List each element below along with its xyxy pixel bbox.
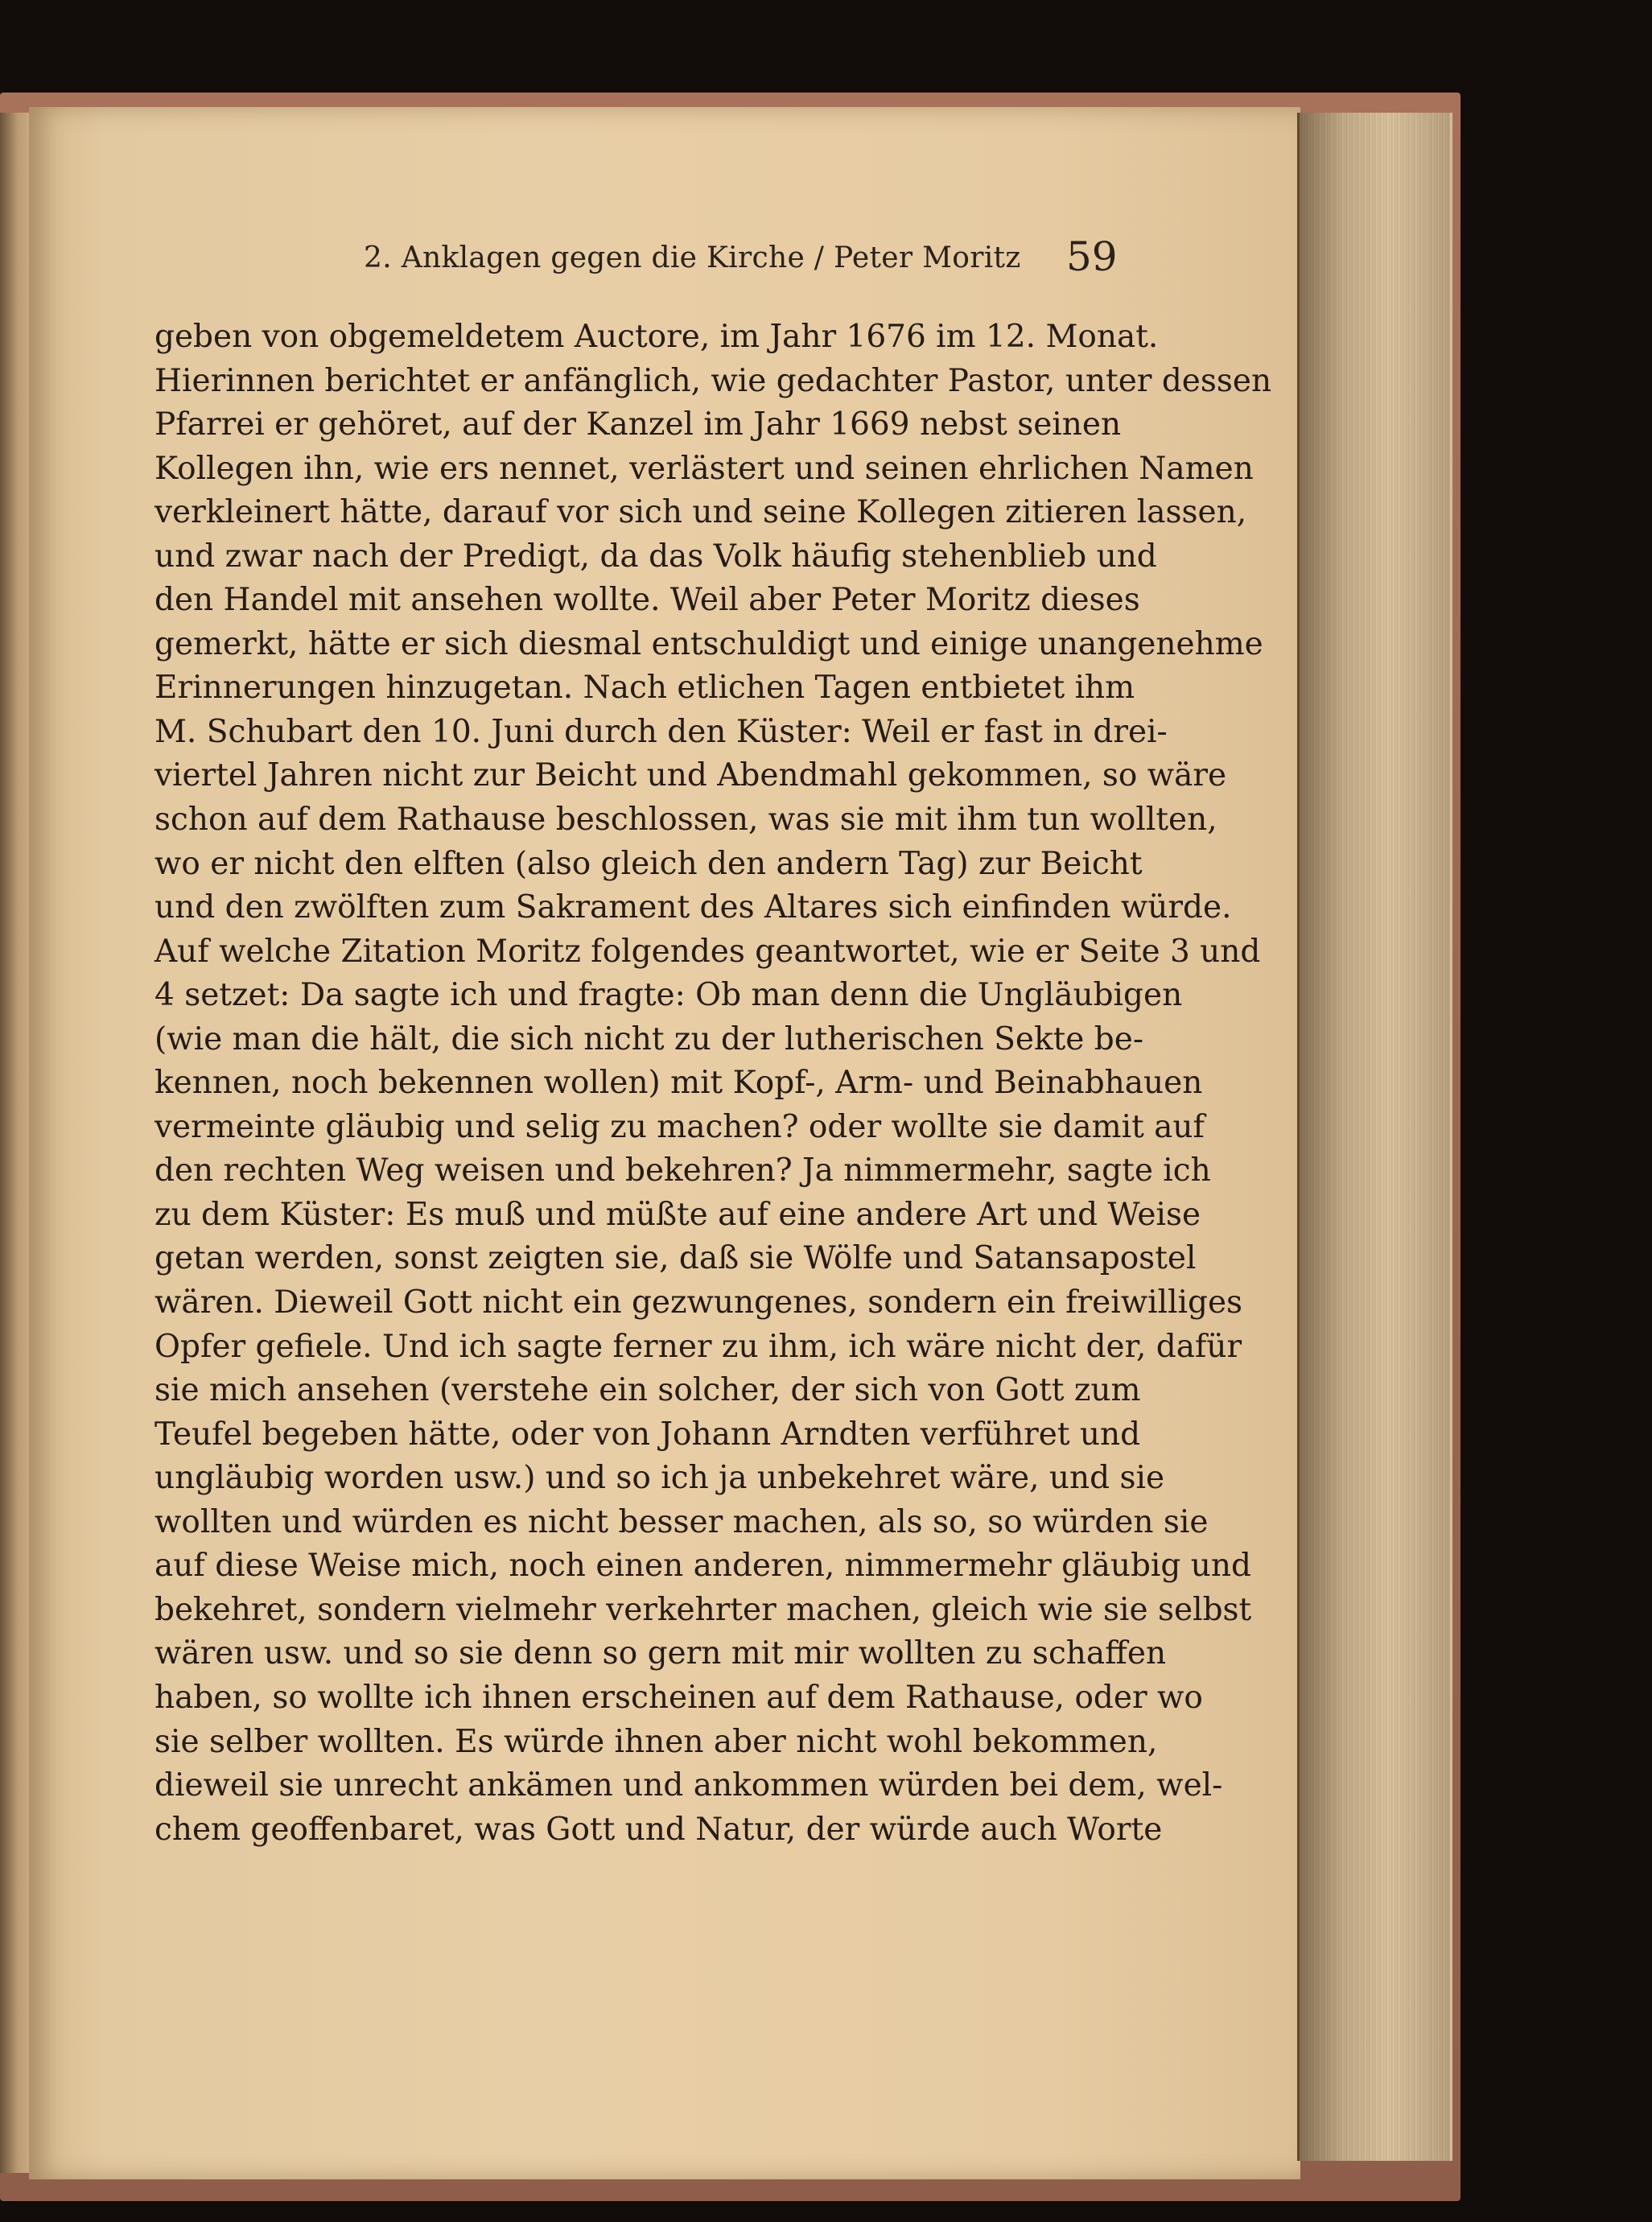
text-line: getan werden, sonst zeigten sie, daß sie Wölfe und Satansapostel [154,1240,1197,1277]
text-line: schon auf dem Rathause beschlossen, was sie mit ihm tun wollten, [154,802,1217,839]
text-line: ungläubig worden usw.) und so ich ja unbekehret wäre, und sie [154,1460,1165,1497]
text-line: (wie man die hält, die sich nicht zu der lutherischen Sekte be- [154,1020,1143,1057]
text-line: M. Schubart den 10. Juni durch den Küster: Weil er fast in drei- [154,713,1168,750]
text-line: und den zwölften zum Sakrament des Altares sich einfinden würde. [154,889,1232,926]
left-page-edge [0,113,29,2173]
text-line: Hierinnen berichtet er anfänglich, wie gedachter Pastor, unter dessen [154,362,1272,399]
text-line: Auf welche Zitation Moritz folgendes geantwortet, wie er Seite 3 und [154,933,1261,970]
body-text [154,315,1272,1852]
text-line: wären usw. und so sie denn so gern mit mir wollten zu schaffen [154,1635,1167,1672]
text-line: verkleinert hätte, darauf vor sich und seine Kollegen zitieren lassen, [154,494,1247,531]
text-line: gemerkt, hätte er sich diesmal entschuldigt und einige unangenehme [154,625,1263,662]
text-line: wo er nicht den elften (also gleich den andern Tag) zur Beicht [154,845,1143,882]
page-fore-edge-shadow [1297,113,1450,2161]
text-line: zu dem Küster: Es muß und müßte auf eine andere Art und Weise [154,1196,1201,1233]
text-line: dieweil sie unrecht ankämen und ankommen würden bei dem, wel- [154,1767,1223,1804]
text-line: bekehret, sondern vielmehr verkehrter machen, gleich wie sie selbst [154,1591,1252,1628]
text-line: den rechten Weg weisen und bekehren? Ja nimmermehr, sagte ich [154,1152,1211,1189]
text-line: Pfarrei er gehöret, auf der Kanzel im Jahr 1669 nebst seinen [154,406,1122,443]
text-line: Kollegen ihn, wie ers nennet, verlästert und seinen ehrlichen Namen [154,450,1254,487]
text-line: Erinnerungen hinzugetan. Nach etlichen Tagen entbietet ihm [154,670,1135,707]
text-line: vermeinte gläubig und selig zu machen? oder wollte sie damit auf [154,1108,1205,1145]
text-line: Opfer gefiele. Und ich sagte ferner zu ihm, ich wäre nicht der, dafür [154,1328,1242,1365]
text-line: den Handel mit ansehen wollte. Weil aber Peter Moritz dieses [154,582,1140,619]
text-line: wollten und würden es nicht besser machen, als so, so würden sie [154,1503,1209,1540]
text-line: wären. Dieweil Gott nicht ein gezwungenes, sondern ein freiwilliges [154,1284,1243,1321]
text-line: und zwar nach der Predigt, da das Volk häufig stehenblieb und [154,538,1157,575]
page-number: 59 [1066,233,1118,280]
text-line: Teufel begeben hätte, oder von Johann Arndten verführet und [154,1416,1141,1453]
text-line: viertel Jahren nicht zur Beicht und Abendmahl gekommen, so wäre [154,757,1227,794]
text-line: sie mich ansehen (verstehe ein solcher, der sich von Gott zum [154,1372,1141,1409]
text-line: 4 setzet: Da sagte ich und fragte: Ob man denn die Ungläubigen [154,977,1183,1014]
text-line: sie selber wollten. Es würde ihnen aber nicht wohl bekommen, [154,1723,1158,1760]
text-line: kennen, noch bekennen wollen) mit Kopf-, Arm- und Beinabhauen [154,1065,1203,1102]
text-line: auf diese Weise mich, noch einen anderen, nimmermehr gläubig und [154,1548,1251,1585]
text-line: geben von obgemeldetem Auctore, im Jahr 1676 im 12. Monat. [154,319,1159,355]
text-line: haben, so wollte ich ihnen erscheinen auf dem Rathause, oder wo [154,1679,1203,1716]
running-head: 2. Anklagen gegen die Kirche / Peter Moritz [364,241,1021,274]
text-line: chem geoffenbaret, was Gott und Natur, der würde auch Worte [154,1811,1163,1848]
